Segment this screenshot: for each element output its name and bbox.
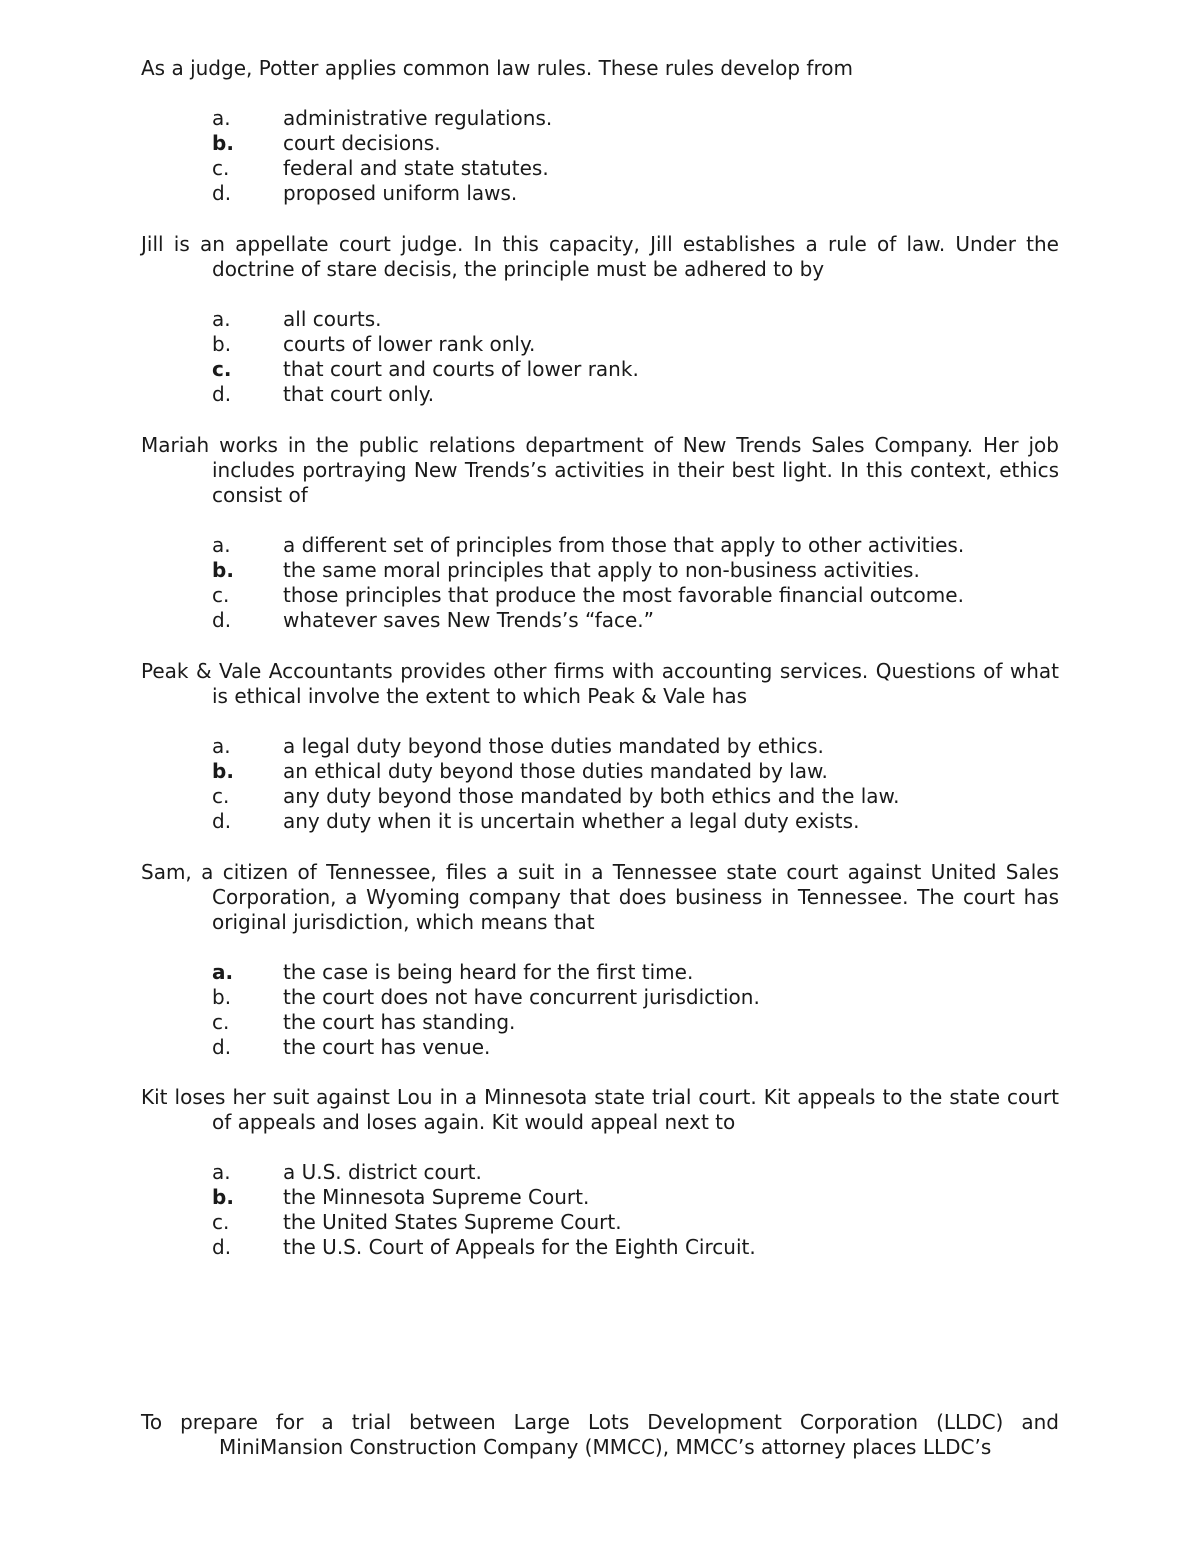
answer-choice bbox=[212, 583, 1059, 608]
answer-choice bbox=[212, 106, 1059, 131]
choice-letter: d. bbox=[212, 809, 232, 833]
choice-letter: d. bbox=[212, 1035, 232, 1059]
choice-text: whatever saves New Trends’s “face.” bbox=[283, 608, 654, 632]
choice-letter: b. bbox=[212, 1185, 234, 1209]
answer-choice bbox=[212, 1035, 1059, 1060]
choice-text: a different set of principles from those that apply to other activities. bbox=[283, 533, 965, 557]
choice-text: the case is being heard for the first time. bbox=[283, 960, 694, 984]
choice-text: any duty when it is uncertain whether a legal duty exists. bbox=[283, 809, 860, 833]
choice-text: the court has standing. bbox=[283, 1010, 516, 1034]
choice-letter: b. bbox=[212, 332, 232, 356]
question-stem: Peak & Vale Accountants provides other firms with accounting services. Questions of what is ethical involve the extent to which Peak & Vale has bbox=[141, 659, 1059, 708]
question-stem: Kit loses her suit against Lou in a Minnesota state trial court. Kit appeals to the state court of appeals and loses again. Kit would appeal next to bbox=[141, 1085, 1059, 1134]
answer-choices bbox=[141, 533, 1059, 633]
choice-letter: d. bbox=[212, 181, 232, 205]
choice-text: administrative regulations. bbox=[283, 106, 553, 130]
answer-choice bbox=[212, 131, 1059, 156]
choice-text: all courts. bbox=[283, 307, 382, 331]
choice-text: an ethical duty beyond those duties mandated by law. bbox=[283, 759, 828, 783]
answer-choice bbox=[212, 357, 1059, 382]
answer-choice bbox=[212, 181, 1059, 206]
choice-text: court decisions. bbox=[283, 131, 441, 155]
choice-letter: d. bbox=[212, 1235, 232, 1259]
choice-text: the United States Supreme Court. bbox=[283, 1210, 622, 1234]
question-7 bbox=[141, 1410, 1059, 1460]
question-3 bbox=[141, 433, 1059, 633]
choice-text: courts of lower rank only. bbox=[283, 332, 536, 356]
choice-letter: d. bbox=[212, 608, 232, 632]
choice-letter: c. bbox=[212, 583, 230, 607]
question-2 bbox=[141, 232, 1059, 407]
answer-choice bbox=[212, 533, 1059, 558]
answer-choice bbox=[212, 156, 1059, 181]
choice-letter: a. bbox=[212, 960, 234, 984]
question-stem: As a judge, Potter applies common law rules. These rules develop from bbox=[141, 56, 853, 80]
choice-text: that court only. bbox=[283, 382, 435, 406]
choice-text: proposed uniform laws. bbox=[283, 181, 518, 205]
question-stem: Jill is an appellate court judge. In this capacity, Jill establishes a rule of law. Under the doctrine of stare decisis, the principle must be adhered to by bbox=[141, 232, 1059, 281]
choice-text: those principles that produce the most favorable financial outcome. bbox=[283, 583, 964, 607]
answer-choice bbox=[212, 608, 1059, 633]
choice-text: federal and state statutes. bbox=[283, 156, 549, 180]
choice-letter: c. bbox=[212, 784, 230, 808]
answer-choice bbox=[212, 307, 1059, 332]
question-stem: Mariah works in the public relations department of New Trends Sales Company. Her job includes portraying New Trends’s activities in their best light. In this context, ethics consist of bbox=[141, 433, 1059, 507]
choice-text: that court and courts of lower rank. bbox=[283, 357, 639, 381]
choice-letter: c. bbox=[212, 357, 232, 381]
choice-letter: a. bbox=[212, 734, 231, 758]
choice-letter: c. bbox=[212, 1010, 230, 1034]
answer-choice bbox=[212, 382, 1059, 407]
question-stem: Sam, a citizen of Tennessee, files a suit in a Tennessee state court against United Sales Corporation, a Wyoming company that does business in Tennessee. The court has original jurisdiction, which means that bbox=[141, 860, 1059, 934]
question-6 bbox=[141, 1085, 1059, 1260]
choice-text: any duty beyond those mandated by both ethics and the law. bbox=[283, 784, 900, 808]
choice-text: a U.S. district court. bbox=[283, 1160, 482, 1184]
choice-text: the U.S. Court of Appeals for the Eighth Circuit. bbox=[283, 1235, 756, 1259]
choice-letter: a. bbox=[212, 106, 231, 130]
choice-letter: c. bbox=[212, 156, 230, 180]
answer-choices bbox=[141, 960, 1059, 1060]
question-1 bbox=[141, 56, 1059, 206]
choice-letter: a. bbox=[212, 533, 231, 557]
question-4 bbox=[141, 659, 1059, 834]
choice-text: the Minnesota Supreme Court. bbox=[283, 1185, 590, 1209]
choice-text: the court does not have concurrent jurisdiction. bbox=[283, 985, 760, 1009]
answer-choices bbox=[141, 1160, 1059, 1260]
question-stem: To prepare for a trial between Large Lots Development Corporation (LLDC) and MiniMansion Construction Company (MMCC), MMCC’s attorney places LLDC’s bbox=[141, 1410, 1059, 1459]
answer-choice bbox=[212, 734, 1059, 759]
answer-choice bbox=[212, 1185, 1059, 1210]
answer-choice bbox=[212, 809, 1059, 834]
choice-letter: b. bbox=[212, 558, 234, 582]
choice-letter: b. bbox=[212, 985, 232, 1009]
answer-choice bbox=[212, 332, 1059, 357]
answer-choice bbox=[212, 784, 1059, 809]
choice-letter: b. bbox=[212, 131, 234, 155]
answer-choice bbox=[212, 960, 1059, 985]
answer-choice bbox=[212, 558, 1059, 583]
answer-choice bbox=[212, 1160, 1059, 1185]
choice-text: the same moral principles that apply to non-business activities. bbox=[283, 558, 920, 582]
answer-choice bbox=[212, 759, 1059, 784]
choice-letter: a. bbox=[212, 307, 231, 331]
choice-letter: b. bbox=[212, 759, 234, 783]
choice-letter: d. bbox=[212, 382, 232, 406]
choice-letter: c. bbox=[212, 1210, 230, 1234]
choice-text: a legal duty beyond those duties mandated by ethics. bbox=[283, 734, 824, 758]
answer-choices bbox=[141, 307, 1059, 407]
answer-choice bbox=[212, 985, 1059, 1010]
choice-letter: a. bbox=[212, 1160, 231, 1184]
question-5 bbox=[141, 860, 1059, 1060]
answer-choice bbox=[212, 1210, 1059, 1235]
answer-choices bbox=[141, 734, 1059, 834]
choice-text: the court has venue. bbox=[283, 1035, 491, 1059]
answer-choices bbox=[141, 106, 1059, 206]
answer-choice bbox=[212, 1235, 1059, 1260]
answer-choice bbox=[212, 1010, 1059, 1035]
